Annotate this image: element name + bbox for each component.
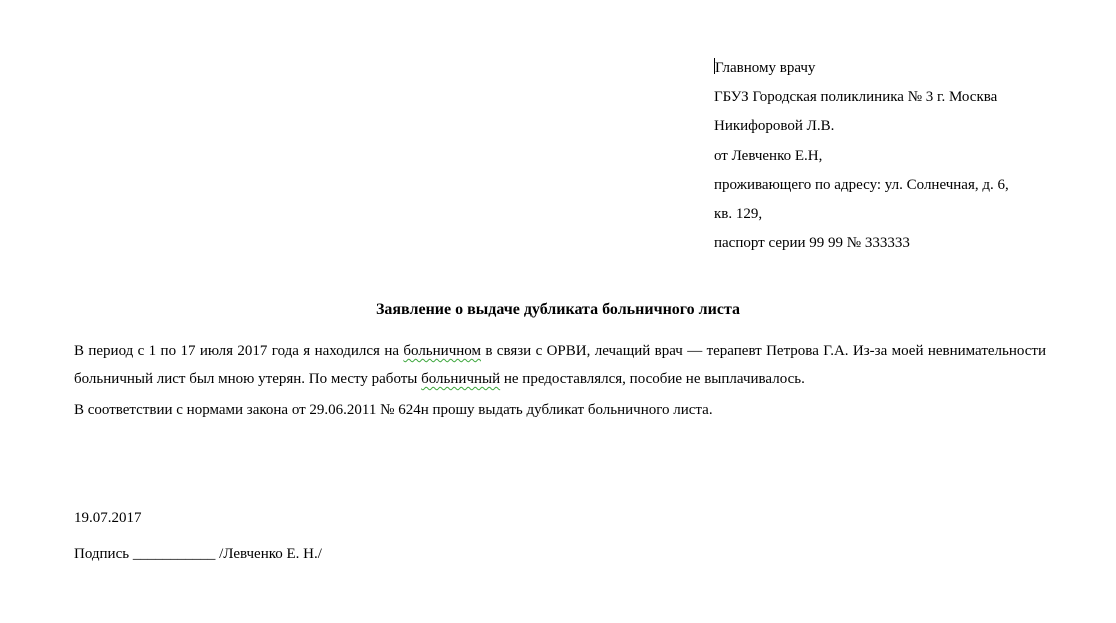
addressee-line-doctor-name: Никифоровой Л.В. xyxy=(714,118,835,135)
addressee-line-applicant: от Левченко Е.Н, xyxy=(714,147,823,164)
addressee-line-head-doctor xyxy=(714,58,1104,87)
addressee-line-passport: паспорт серии 99 99 № 333333 xyxy=(714,235,910,252)
addressee-line-apartment: кв. 129, xyxy=(714,205,763,222)
paragraph-circumstances-part3: не предоставлялся, пособие не выплачивалось. xyxy=(500,371,805,387)
spellcheck-word-1: больничном xyxy=(403,343,481,359)
addressee-line-address: проживающего по адресу: ул. Солнечная, д. 6, xyxy=(714,176,1009,193)
paragraph-circumstances-part2: в связи с ОРВИ, лечащий врач — терапевт Петрова Г.А. Из-за моей невнимательности больничный лист был мною утерян. По месту работы xyxy=(74,343,1046,387)
paragraph-circumstances-part1: В период с 1 по 17 июля 2017 года я находился на xyxy=(74,343,404,359)
paragraph-request: В соответствии с нормами закона от 29.06.2011 № 624н прошу выдать дубликат больничного листа. xyxy=(74,402,713,418)
addressee-block xyxy=(714,58,1104,262)
document-date: 19.07.2017 xyxy=(74,510,142,526)
signature-line: Подпись ___________ /Левченко Е. Н./ xyxy=(74,546,322,562)
document-title: Заявление о выдаче дубликата больничного листа xyxy=(375,301,741,318)
paragraph-circumstances xyxy=(74,337,1046,393)
addressee-line-head-doctor-text: Главному врачу xyxy=(715,60,816,76)
spellcheck-word-2: больничный xyxy=(421,371,501,387)
addressee-line-clinic: ГБУЗ Городская поликлиника № 3 г. Москва xyxy=(714,89,998,106)
document-body xyxy=(74,337,1046,421)
